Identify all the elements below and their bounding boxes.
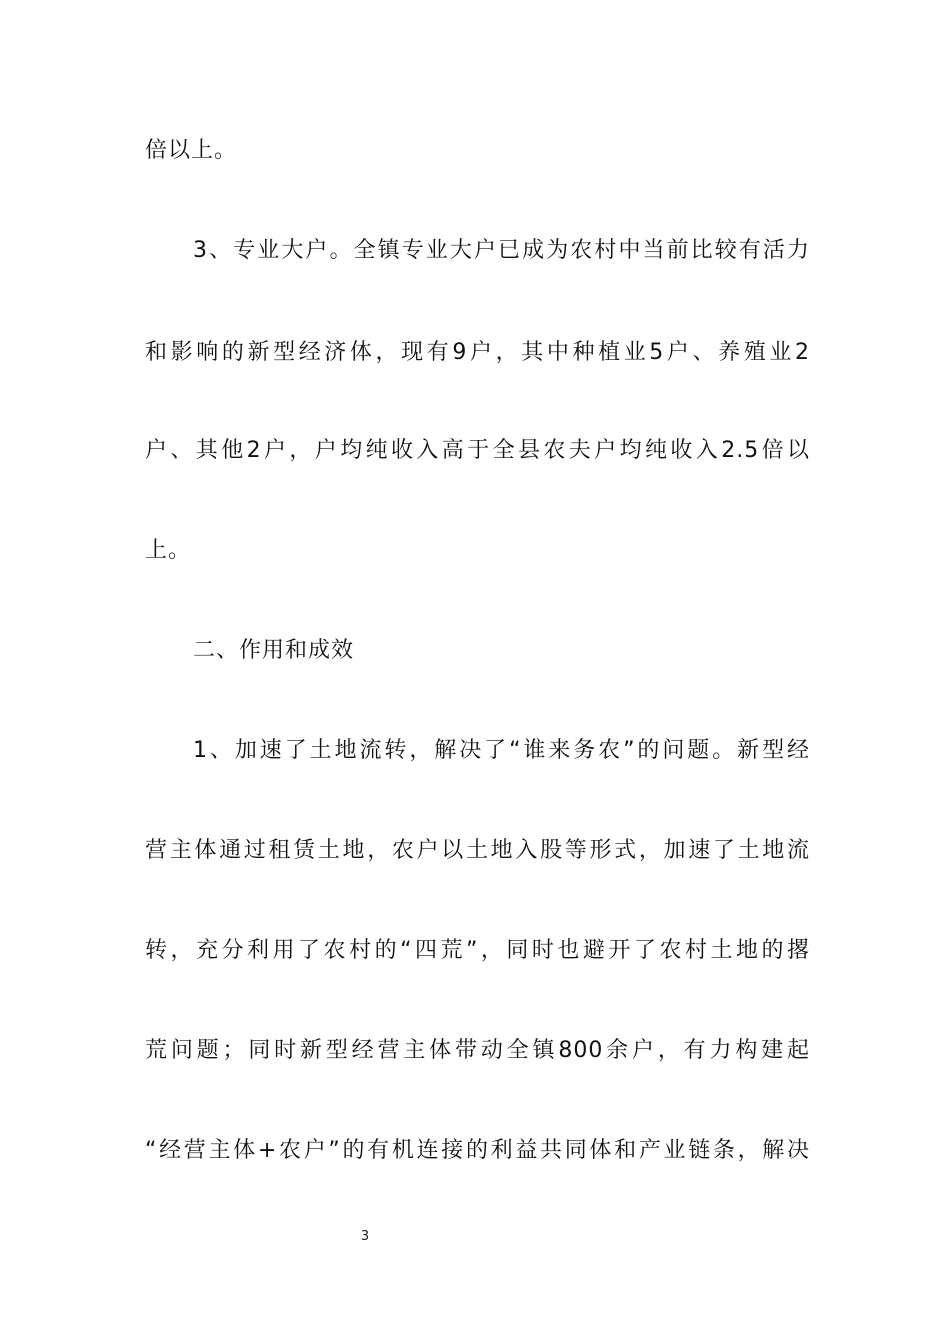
paragraph-line: “经营主体+农户”的有机连接的利益共同体和产业链条，解决 (145, 1138, 810, 1163)
paragraph-line: 营主体通过租赁土地，农户以土地入股等形式，加速了土地流 (145, 838, 810, 863)
paragraph-line: 荒问题；同时新型经营主体带动全镇800余户，有力构建起 (145, 1038, 810, 1063)
paragraph-line: 3、专业大户。全镇专业大户已成为农村中当前比较有活力 (193, 238, 810, 263)
paragraph-line: 上。 (145, 538, 192, 563)
paragraph-line: 倍以上。 (145, 138, 238, 163)
paragraph-line: 户、其他2户，户均纯收入高于全县农夫户均纯收入2.5倍以 (145, 438, 810, 463)
section-heading: 二、作用和成效 (193, 638, 355, 663)
paragraph-line: 1、加速了土地流转，解决了“谁来务农”的问题。新型经 (193, 738, 810, 763)
paragraph-line: 和影响的新型经济体，现有9户，其中种植业5户、养殖业2 (145, 340, 810, 365)
paragraph-line: 转，充分利用了农村的“四荒”，同时也避开了农村土地的撂 (145, 938, 810, 963)
page-number: 3 (360, 1229, 370, 1244)
